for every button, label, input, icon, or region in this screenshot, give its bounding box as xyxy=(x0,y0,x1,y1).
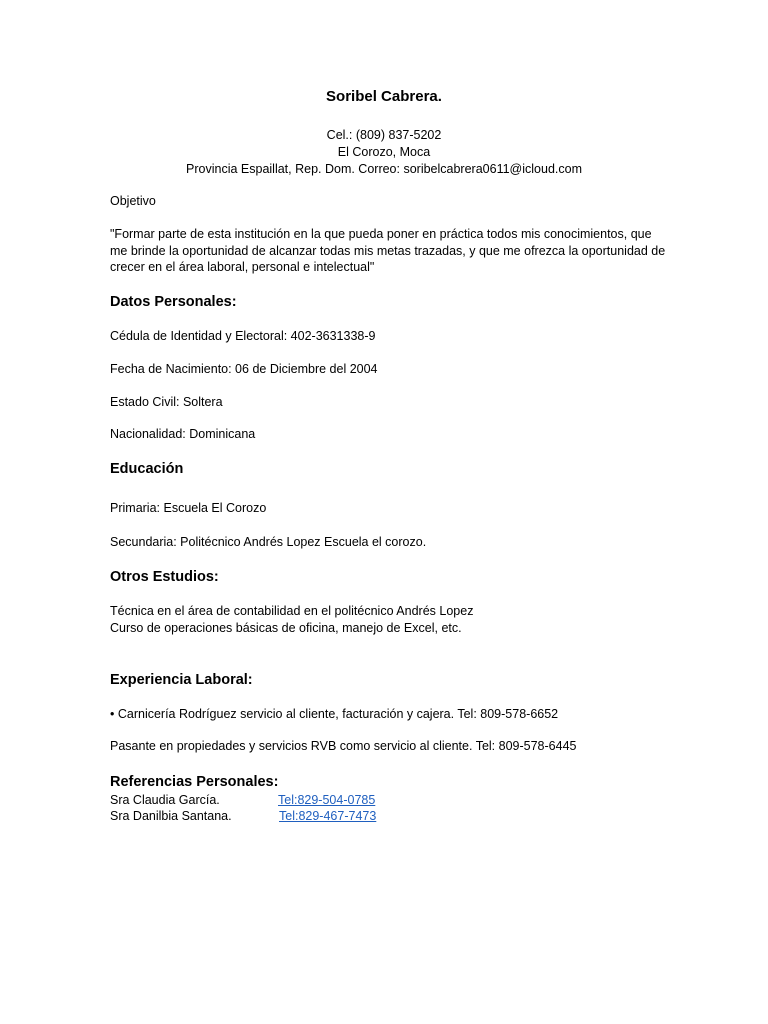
reference-phone-link[interactable]: Tel:829-467-7473 xyxy=(279,809,377,823)
personal-civil-status: Estado Civil: Soltera xyxy=(110,395,223,409)
references-heading: Referencias Personales: xyxy=(110,774,279,790)
experience-item: • Carnicería Rodríguez servicio al cliente, facturación y cajera. Tel: 809-578-6652 xyxy=(110,707,559,721)
other-study-office: Curso de operaciones básicas de oficina, manejo de Excel, etc. xyxy=(110,621,462,635)
reference-name: Sra Claudia García. xyxy=(110,793,220,807)
education-secondary: Secundaria: Politécnico Andrés Lopez Escuela el corozo. xyxy=(110,535,427,549)
reference-phone-link[interactable]: Tel:829-504-0785 xyxy=(278,793,376,807)
contact-phone: Cel.: (809) 837-5202 xyxy=(326,128,442,142)
experience-item: Pasante en propiedades y servicios RVB como servicio al cliente. Tel: 809-578-6445 xyxy=(110,739,577,753)
education-primary: Primaria: Escuela El Corozo xyxy=(110,501,267,515)
experience-heading: Experiencia Laboral: xyxy=(110,672,253,688)
other-studies-heading: Otros Estudios: xyxy=(110,569,219,585)
reference-row xyxy=(110,792,510,809)
personal-nationality: Nacionalidad: Dominicana xyxy=(110,427,256,441)
contact-province-email: Provincia Espaillat, Rep. Dom. Correo: soribelcabrera0611@icloud.com xyxy=(186,162,582,176)
candidate-name: Soribel Cabrera. xyxy=(326,88,442,105)
reference-name: Sra Danilbia Santana. xyxy=(110,809,232,823)
personal-data-heading: Datos Personales: xyxy=(110,294,237,310)
objective-label: Objetivo xyxy=(110,194,156,208)
personal-id: Cédula de Identidad y Electoral: 402-3631338-9 xyxy=(110,329,376,343)
education-heading: Educación xyxy=(110,461,184,477)
personal-birthdate: Fecha de Nacimiento: 06 de Diciembre del 2004 xyxy=(110,362,378,376)
objective-text: "Formar parte de esta institución en la que pueda poner en práctica todos mis conocimientos, que me brinde la oportunidad de alcanzar todas mis metas trazadas, y que me ofrezca la oportunidad de crecer en el área laboral, personal e intelectual" xyxy=(110,227,666,274)
other-study-accounting: Técnica en el área de contabilidad en el politécnico Andrés Lopez xyxy=(110,604,474,618)
reference-row xyxy=(110,808,510,825)
contact-locality: El Corozo, Moca xyxy=(337,145,431,159)
